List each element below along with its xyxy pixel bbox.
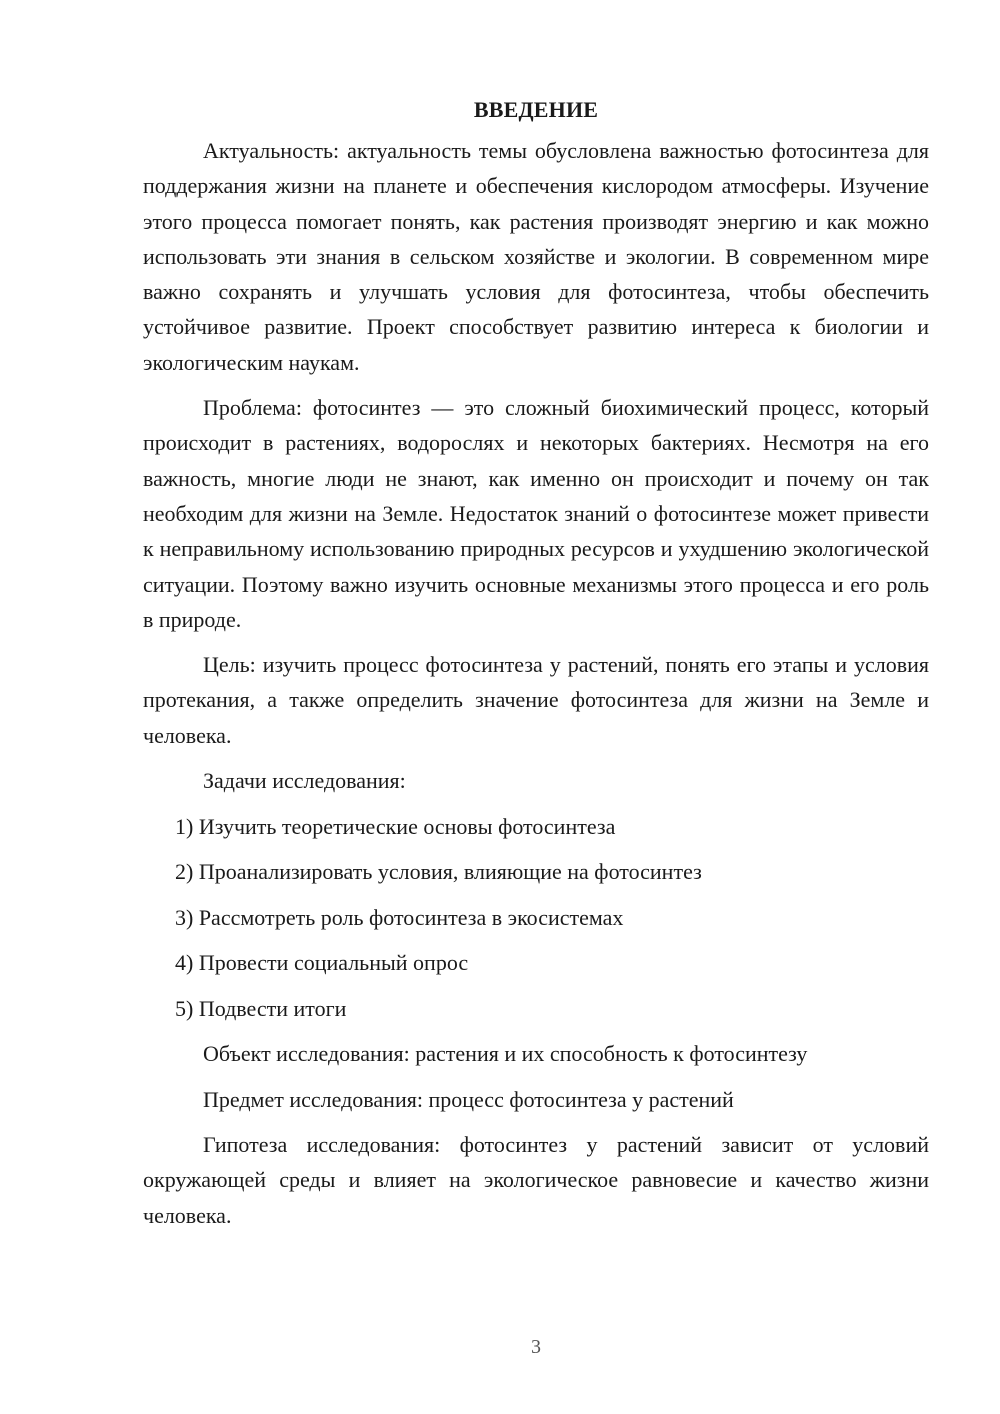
list-item: 4) Провести социальный опрос [175, 950, 469, 976]
list-item: 5) Подвести итоги [175, 995, 347, 1021]
tasks-heading: Задачи исследования: [203, 768, 406, 794]
goal-paragraph: Цель: изучить процесс фотосинтеза у растений, понять его этапы и условия протекания, а также определить значение фотосинтеза для жизни на Земле и человека. [143, 652, 929, 748]
list-item: 2) Проанализировать условия, влияющие на фотосинтез [175, 859, 702, 885]
page-content [143, 92, 929, 1243]
relevance-paragraph: Актуальность: актуальность темы обусловлена важностью фотосинтеза для поддержания жизни на планете и обеспечения кислородом атмосферы. Изучение этого процесса помогает понять, как растения производят энергию и как можно использовать эти знания в сельском хозяйстве и экологии. В современном мире важно сохранять и улучшать условия для фотосинтеза, чтобы обеспечить устойчивое развитие. Проект способствует развитию интереса к биологии и экологическим наукам. [143, 138, 929, 375]
list-item: 1) Изучить теоретические основы фотосинтеза [175, 813, 616, 839]
problem-paragraph: Проблема: фотосинтез — это сложный биохимический процесс, который происходит в растениях, водорослях и некоторых бактериях. Несмотря на его важность, многие люди не знают, как именно он происходит и почему он так необходим для жизни на Земле. Недостаток знаний о фотосинтезе может привести к неправильному использованию природных ресурсов и ухудшению экологической ситуации. Поэтому важно изучить основные механизмы этого процесса и его роль в природе. [143, 395, 929, 632]
tasks-list [143, 809, 929, 1026]
research-object: Объект исследования: растения и их способность к фотосинтезу [203, 1041, 808, 1067]
page-title: ВВЕДЕНИЕ [473, 97, 599, 122]
research-subject: Предмет исследования: процесс фотосинтеза у растений [203, 1086, 734, 1112]
hypothesis-paragraph: Гипотеза исследования: фотосинтез у растений зависит от условий окружающей среды и влияет на экологическое равновесие и качество жизни человека. [143, 1132, 929, 1228]
page-number: 3 [531, 1336, 541, 1358]
list-item: 3) Рассмотреть роль фотосинтеза в экосистемах [175, 904, 624, 930]
